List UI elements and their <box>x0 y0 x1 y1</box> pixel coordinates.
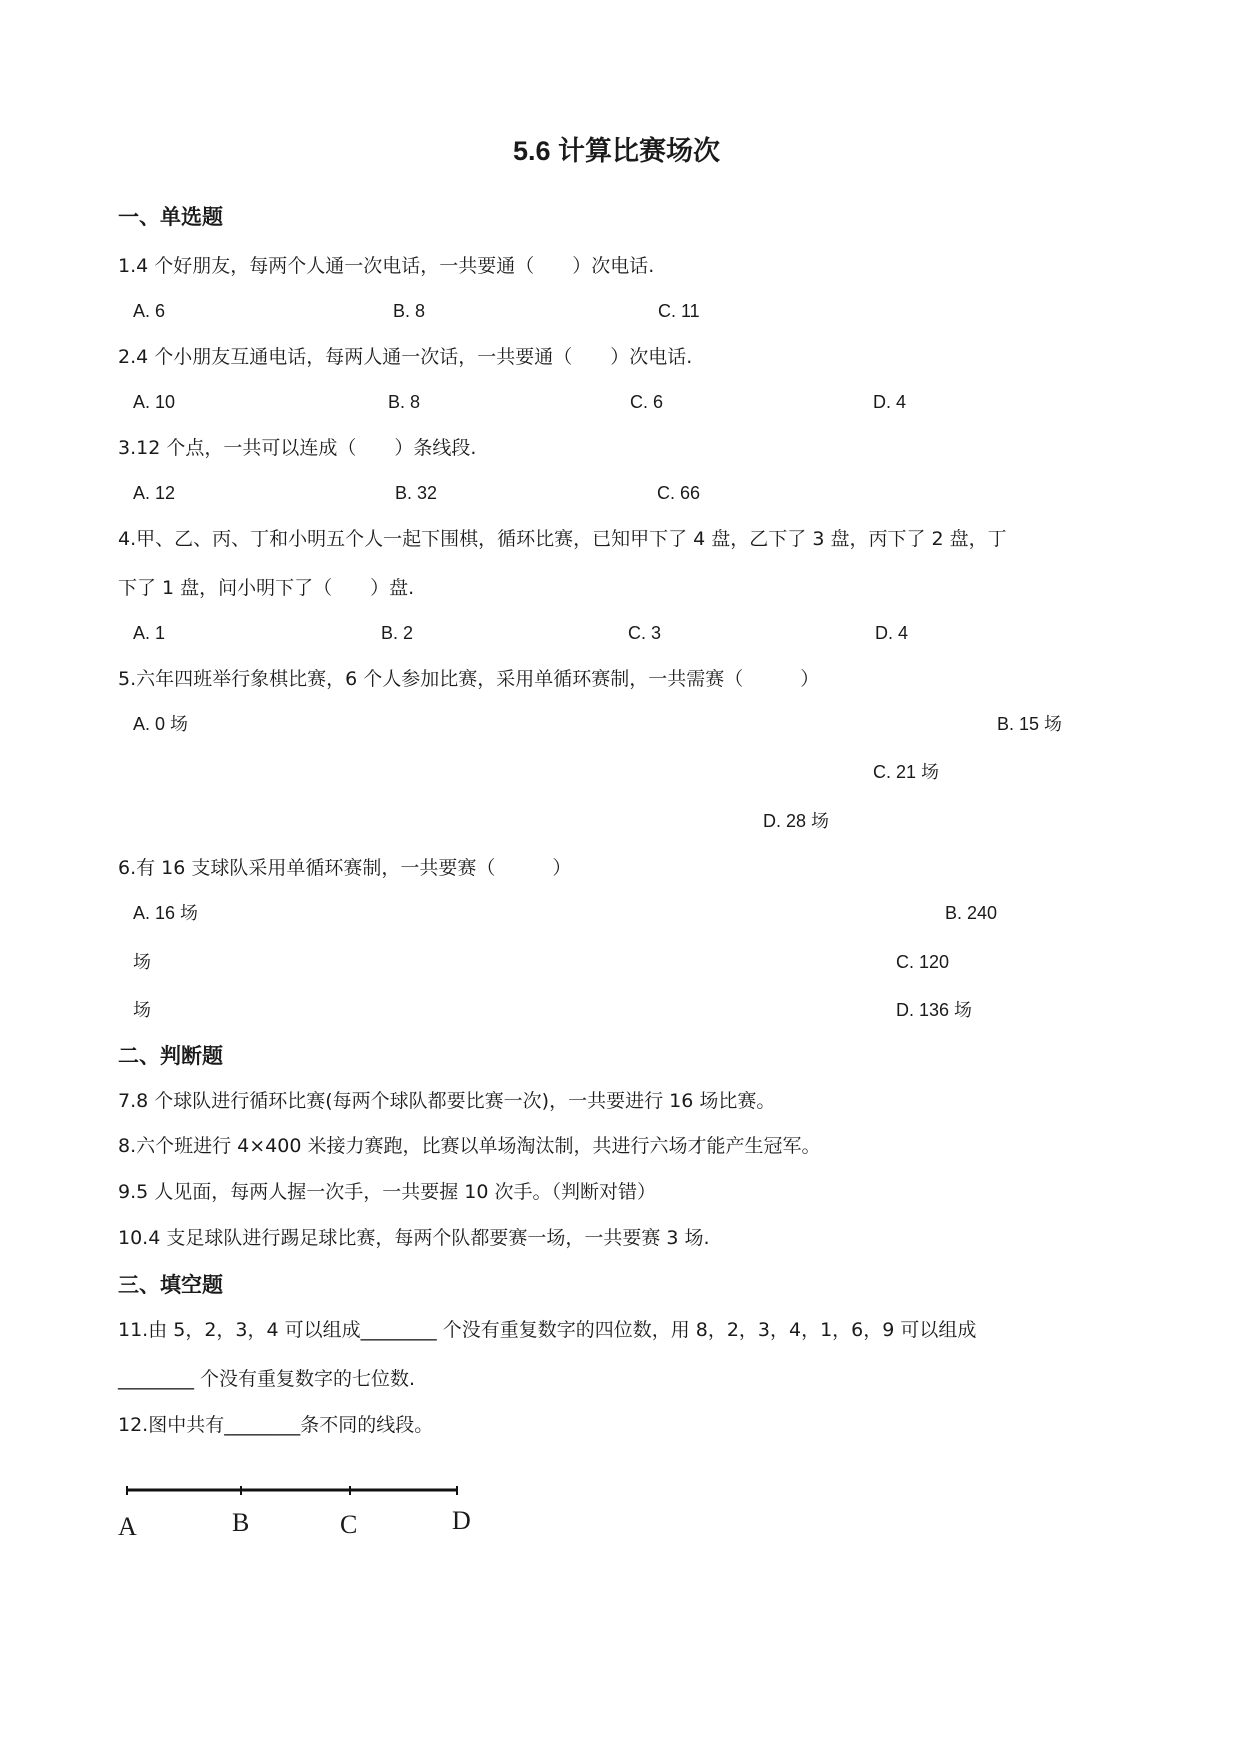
question-5: 5.六年四班举行象棋比赛，6 个人参加比赛，采用单循环赛制，一共需赛（ ） <box>118 668 820 690</box>
q4-option-b: B. 2 <box>381 623 414 643</box>
q4-option-a: A. 1 <box>133 623 166 643</box>
question-2: 2.4 个小朋友互通电话，每两人通一次话，一共要通（ ）次电话. <box>118 346 693 368</box>
q2-option-c: C. 6 <box>630 392 664 412</box>
q3-option-b: B. 32 <box>395 483 438 503</box>
segment-line-svg <box>118 1486 478 1526</box>
q6-option-a: A. 16 场 <box>133 903 199 923</box>
question-12: 12.图中共有________条不同的线段。 <box>118 1414 434 1436</box>
point-label-c: C <box>340 1510 358 1539</box>
question-4-line-1: 4.甲、乙、丙、丁和小明五个人一起下围棋，循环比赛，已知甲下了 4 盘，乙下了 3 盘，丙下了 2 盘，丁 <box>118 528 1007 550</box>
q6-option-b-unit: 场 <box>133 952 151 972</box>
q6-option-c: C. 120 <box>896 952 950 972</box>
question-8: 8.六个班进行 4×400 米接力赛跑，比赛以单场淘汰制，共进行六场才能产生冠军。 <box>118 1135 821 1157</box>
question-6: 6.有 16 支球队采用单循环赛制，一共要赛（ ） <box>118 857 572 879</box>
q1-option-b: B. 8 <box>393 301 426 321</box>
question-11-line-2: ________ 个没有重复数字的七位数. <box>118 1368 416 1390</box>
q2-option-d: D. 4 <box>873 392 907 412</box>
q5-option-b: B. 15 场 <box>997 714 1063 734</box>
q5-option-c: C. 21 场 <box>873 762 940 782</box>
q5-option-d: D. 28 场 <box>763 811 830 831</box>
q1-option-a: A. 6 <box>133 301 166 321</box>
question-3: 3.12 个点，一共可以连成（ ）条线段. <box>118 437 477 459</box>
q6-option-c-unit: 场 <box>133 1000 151 1020</box>
section-heading-single-choice: 一、单选题 <box>118 205 223 229</box>
q1-option-c: C. 11 <box>658 301 700 321</box>
question-1: 1.4 个好朋友，每两个人通一次电话，一共要通（ ）次电话. <box>118 255 655 277</box>
q3-option-a: A. 12 <box>133 483 176 503</box>
question-4-line-2: 下了 1 盘，问小明下了（ ）盘. <box>118 577 415 599</box>
q6-option-d: D. 136 场 <box>896 1000 973 1020</box>
q6-option-b: B. 240 <box>945 903 998 923</box>
section-heading-true-false: 二、判断题 <box>118 1044 223 1068</box>
question-10: 10.4 支足球队进行踢足球比赛，每两个队都要赛一场，一共要赛 3 场. <box>118 1227 710 1249</box>
q3-option-c: C. 66 <box>657 483 701 503</box>
q4-option-d: D. 4 <box>875 623 909 643</box>
point-label-b: B <box>232 1508 250 1537</box>
section-heading-fill-in: 三、填空题 <box>118 1273 223 1297</box>
question-11-line-1: 11.由 5，2，3，4 可以组成________ 个没有重复数字的四位数，用 8，2，3，4，1，6，9 可以组成 <box>118 1319 977 1341</box>
point-label-a: A <box>118 1512 137 1541</box>
q4-option-c: C. 3 <box>628 623 662 643</box>
question-7: 7.8 个球队进行循环比赛(每两个球队都要比赛一次)，一共要进行 16 场比赛。 <box>118 1090 776 1112</box>
page-title: 5.6 计算比赛场次 <box>513 136 721 166</box>
point-label-d: D <box>452 1506 471 1535</box>
q5-option-a: A. 0 场 <box>133 714 189 734</box>
q2-option-b: B. 8 <box>388 392 421 412</box>
question-9: 9.5 人见面，每两人握一次手，一共要握 10 次手。（判断对错） <box>118 1181 657 1203</box>
q2-option-a: A. 10 <box>133 392 176 412</box>
